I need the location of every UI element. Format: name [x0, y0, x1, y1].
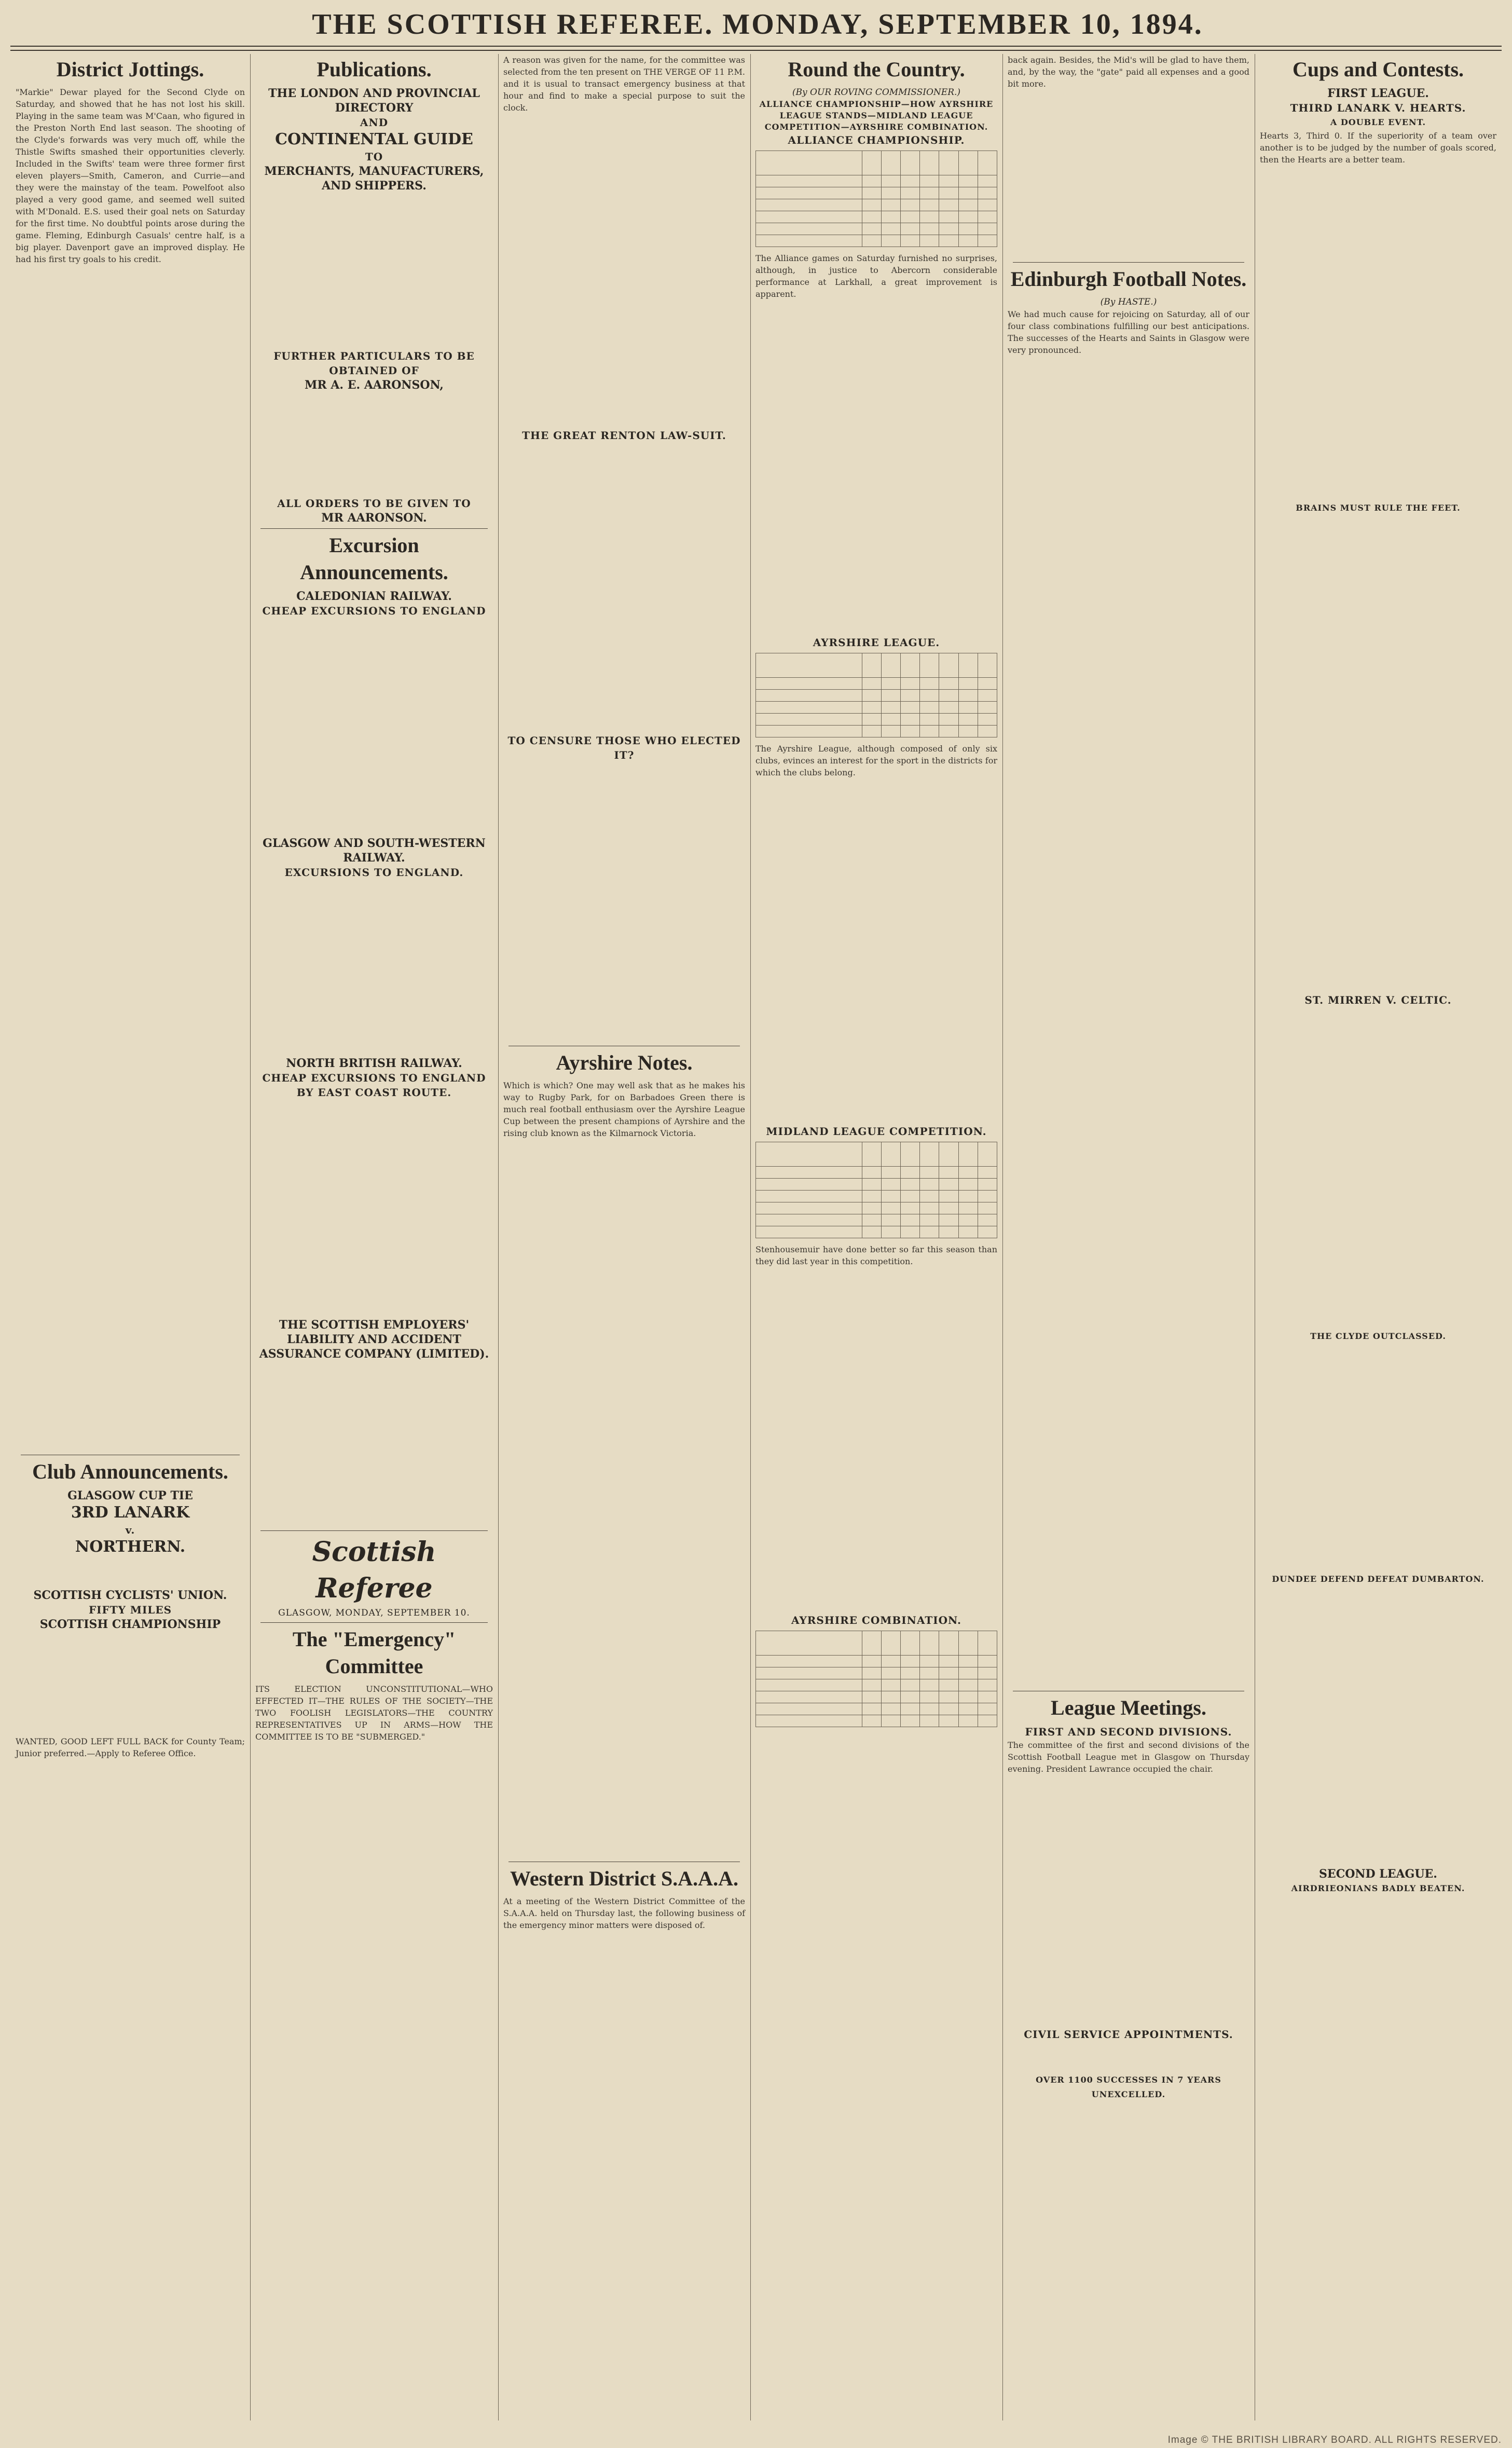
byline: (By OUR ROVING COMMISSIONER.) — [792, 87, 961, 98]
section-rule — [260, 1530, 488, 1531]
article-subhead: BRAINS MUST RULE THE FEET. — [1296, 503, 1461, 513]
table-title: AYRSHIRE COMBINATION. — [791, 1614, 961, 1626]
advert-line: SCOTTISH CHAMPIONSHIP — [39, 1618, 221, 1631]
article-text: The Ayrshire League, although composed of only six clubs, evinces an interest for the sport in the districts for which the clubs belong. — [755, 744, 997, 777]
article-subhead: FIRST LEAGUE. — [1327, 87, 1429, 100]
publication-line: TO — [365, 151, 383, 163]
section-heading: Round the Country. — [788, 58, 965, 81]
publication-title: THE LONDON AND PROVINCIAL DIRECTORY — [268, 87, 480, 115]
table-title: MIDLAND LEAGUE COMPETITION. — [766, 1125, 987, 1138]
article-text: "Markie" Dewar played for the Second Clyde on Saturday, and showed that he has not lost his skill. Playing in the same team was M'Caan, who figured in the Preston North End last season. The shooting of the Clyde's forwards was very much off, while the Thistle Swifts smashed their opportunities cleverly. Included in the Swifts' team were three former first eleven players—Smith, Cameron, and Currie—and they were the mainstay of the team. Powelfoot also played a very good game, and seemed well suited with M'Donald. E.S. used their goal nets on Saturday for the first time. No doubtful points arose during the game. Fleming, Edinburgh Casuals' centre half, is a big player. Davenport gave an improved display. He had his first try goals to his credit. — [16, 87, 245, 264]
byline: (By HASTE.) — [1100, 297, 1157, 307]
advert-line: 3RD LANARK — [71, 1503, 190, 1522]
league-table — [755, 151, 997, 247]
publication-line: MR AARONSON. — [321, 511, 427, 525]
article-subhead: THE GREAT RENTON LAW-SUIT. — [522, 429, 726, 442]
column-6 — [1255, 54, 1502, 2420]
section-heading: District Jottings. — [56, 58, 204, 81]
section-heading: Edinburgh Football Notes. — [1010, 267, 1247, 291]
section-rule — [260, 1622, 488, 1623]
masthead-rule — [10, 46, 1502, 47]
article-subhead: ALLIANCE CHAMPIONSHIP—HOW AYRSHIRE LEAGUE STANDS—MIDLAND LEAGUE COMPETITION—AYRSHIRE COMBINATION. — [759, 99, 994, 132]
advert-line: v. — [125, 1524, 135, 1536]
column-2 — [250, 54, 498, 2420]
league-table — [755, 1631, 997, 1727]
publication-line: ALL ORDERS TO BE GIVEN TO — [277, 497, 471, 510]
column-5 — [1002, 54, 1255, 2420]
section-heading: Western District S.A.A.A. — [510, 1867, 738, 1890]
article-subhead: THIRD LANARK V. HEARTS. — [1290, 102, 1466, 114]
table-title: AYRSHIRE LEAGUE. — [813, 636, 940, 649]
publication-line: FURTHER PARTICULARS TO BE OBTAINED OF — [273, 350, 475, 377]
excursion-title: CALEDONIAN RAILWAY. — [296, 590, 452, 603]
copyright-watermark: Image © THE BRITISH LIBRARY BOARD. ALL RIGHTS RESERVED. — [1167, 2435, 1502, 2445]
dateline: GLASGOW, MONDAY, SEPTEMBER 10. — [278, 1608, 470, 1618]
article-text: A reason was given for the name, for the committee was selected from the ten present on THE VERGE OF 11 P.M. and it is usual to transact emergency business at that hour and find to make a special purpose to suit the clock. — [503, 55, 745, 113]
article-subhead: TO CENSURE THOSE WHO ELECTED IT? — [507, 734, 741, 761]
insurance-advert: THE SCOTTISH EMPLOYERS' LIABILITY AND ACCIDENT ASSURANCE COMPANY (LIMITED). — [259, 1318, 489, 1361]
league-table — [755, 1142, 997, 1238]
article-text: Stenhousemuir have done better so far this season than they did last year in this competition. — [755, 1244, 997, 1266]
article-heading: The "Emergency" Committee — [292, 1628, 456, 1678]
advert-line: OVER 1100 SUCCESSES IN 7 YEARS UNEXCELLED. — [1036, 2075, 1221, 2099]
masthead: THE SCOTTISH REFEREE. MONDAY, SEPTEMBER 10, 1894. — [312, 8, 1203, 40]
article-summary: ITS ELECTION UNCONSTITUTIONAL—WHO EFFECTED IT—THE RULES OF THE SOCIETY—THE TWO FOOLISH LEGISLATORS—THE COUNTRY REPRESENTATIVES UP IN ARMS—HOW THE COMMITTEE IS TO BE "SUBMERGED." — [255, 1684, 493, 1742]
advert-line: NORTHERN. — [75, 1538, 186, 1556]
article-continuation — [16, 268, 245, 1452]
excursion-sub: CHEAP EXCURSIONS TO ENGLAND BY EAST COAST ROUTE. — [262, 1072, 486, 1099]
section-rule — [1013, 262, 1244, 263]
article-subhead: DUNDEE DEFEND DEFEAT DUMBARTON. — [1272, 1574, 1484, 1584]
section-heading: League Meetings. — [1051, 1696, 1206, 1719]
section-rule — [260, 528, 488, 529]
excursion-title: NORTH BRITISH RAILWAY. — [286, 1057, 462, 1070]
advert-heading: CIVIL SERVICE APPOINTMENTS. — [1024, 2028, 1233, 2041]
advert-line: SCOTTISH CYCLISTS' UNION. — [33, 1589, 227, 1602]
column-4 — [750, 54, 1002, 2420]
article-subhead: A DOUBLE EVENT. — [1330, 117, 1426, 127]
article-subhead: SECOND LEAGUE. — [1319, 1867, 1437, 1881]
section-heading: Excursion Announcements. — [300, 534, 448, 584]
column-3 — [498, 54, 750, 2420]
table-title: ALLIANCE CHAMPIONSHIP. — [788, 134, 965, 146]
publication-line: MR A. E. AARONSON, — [305, 378, 444, 392]
article-subhead: FIRST AND SECOND DIVISIONS. — [1025, 1726, 1232, 1738]
article-text: back again. Besides, the Mid's will be glad to have them, and, by the way, the "gate" paid all expenses and a good bit more. — [1008, 55, 1249, 89]
article-subhead: AIRDRIEONIANS BADLY BEATEN. — [1291, 1883, 1465, 1893]
newspaper-logo: Scottish Referee — [312, 1536, 436, 1604]
section-heading: Club Announcements. — [32, 1460, 228, 1483]
league-table — [755, 653, 997, 737]
article-subhead: THE CLYDE OUTCLASSED. — [1310, 1331, 1446, 1341]
article-text: Hearts 3, Third 0. If the superiority of a team over another is to be judged by the number of goals scored, then the Hearts are a better team. — [1260, 131, 1496, 165]
section-heading: Publications. — [317, 58, 432, 81]
article-text: The committee of the first and second divisions of the Scottish Football League met in Glasgow on Thursday evening. President Lawrance occupied the chair. — [1008, 1740, 1249, 1774]
classified-text: WANTED, GOOD LEFT FULL BACK for County Team; Junior preferred.—Apply to Referee Office. — [16, 1736, 245, 1758]
advert-line: FIFTY MILES — [88, 1604, 172, 1616]
advert-line: GLASGOW CUP TIE — [67, 1489, 193, 1502]
masthead-rule-lower — [10, 50, 1502, 51]
column-1 — [10, 54, 250, 2420]
section-heading: Cups and Contests. — [1292, 58, 1464, 81]
publication-title: CONTINENTAL GUIDE — [275, 130, 473, 148]
article-text: At a meeting of the Western District Committee of the S.A.A.A. held on Thursday last, the following business of the emergency minor matters were disposed of. — [503, 1896, 745, 1930]
article-text: Which is which? One may well ask that as he makes his way to Rugby Park, for on Barbadoes Green there is much real football enthusiasm over the Ayrshire League Cup between the present champions of Ayrshire and the rising club known as the Kilmarnock Victoria. — [503, 1081, 745, 1138]
excursion-sub: EXCURSIONS TO ENGLAND. — [284, 866, 464, 879]
article-subhead: ST. MIRREN V. CELTIC. — [1304, 994, 1452, 1006]
section-heading: Ayrshire Notes. — [556, 1051, 693, 1074]
publication-line: MERCHANTS, MANUFACTURERS, AND SHIPPERS. — [264, 165, 484, 193]
excursion-sub: CHEAP EXCURSIONS TO ENGLAND — [262, 605, 486, 617]
article-text: The Alliance games on Saturday furnished no surprises, although, in justice to Abercorn considerable performance at Larkhall, a great improvement is apparent. — [755, 253, 997, 299]
excursion-title: GLASGOW AND SOUTH-WESTERN RAILWAY. — [263, 837, 486, 865]
article-text: We had much cause for rejoicing on Saturday, all of our four class combinations fulfilling our best anticipations. The successes of the Hearts and Saints in Glasgow were very pronounced. — [1008, 309, 1249, 355]
publication-line: AND — [360, 116, 389, 129]
